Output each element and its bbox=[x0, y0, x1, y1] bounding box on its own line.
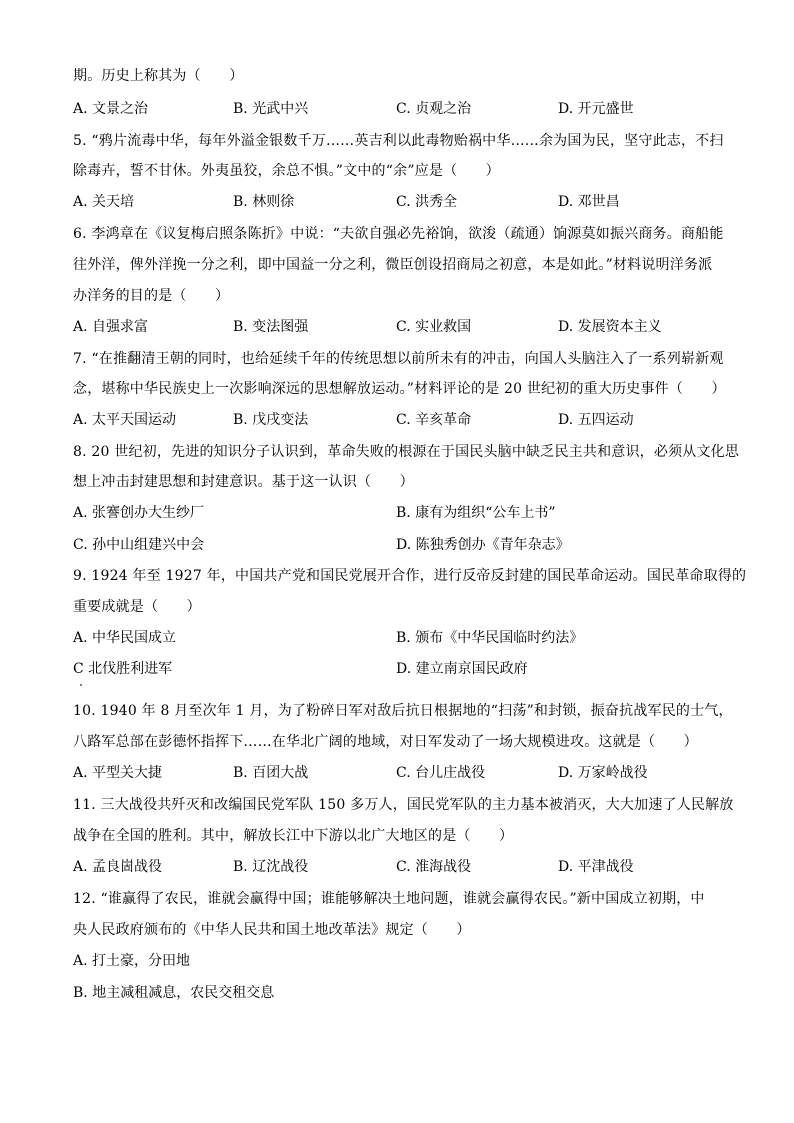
answer-option: B. 戊戌变法 bbox=[233, 412, 309, 428]
answer-option: A. 打土豪，分田地 bbox=[73, 953, 191, 969]
question-text-line: 往外洋，俾外洋挽一分之利，即中国益一分之利，微臣创设招商局之初意，本是如此。”材料说明洋务派 bbox=[73, 257, 713, 273]
question-text-line: 期。历史上称其为（ ） bbox=[73, 68, 244, 84]
question-text-line: 除毒卉，誓不甘休。外夷虽狡，余总不惧。”文中的“余”应是（ ） bbox=[73, 163, 500, 179]
answer-option: C. 实业救国 bbox=[396, 319, 472, 335]
answer-option: A. 自强求富 bbox=[73, 319, 149, 335]
answer-option: A. 关天培 bbox=[73, 194, 135, 210]
answer-option: C. 淮海战役 bbox=[396, 859, 472, 875]
question-text-line: 5. “鸦片流毒中华，每年外溢金银数千万……英吉利以此毒物贻祸中华……余为国为民，坚守此志，不扫 bbox=[73, 133, 724, 149]
answer-option: D. 万家岭战役 bbox=[558, 765, 648, 781]
answer-option: C. 孙中山组建兴中会 bbox=[73, 537, 205, 553]
answer-option: C. 贞观之治 bbox=[396, 101, 472, 117]
question-text-line: 念，堪称中华民族史上一次影响深远的思想解放运动。”材料评论的是 20 世纪初的重大历史事件（ ） bbox=[73, 381, 726, 397]
question-text-line: 重要成就是（ ） bbox=[73, 599, 201, 615]
answer-option: B. 林则徐 bbox=[233, 194, 295, 210]
answer-option: B. 康有为组织“公车上书” bbox=[396, 505, 556, 521]
answer-option: B. 颁布《中华民国临时约法》 bbox=[396, 630, 584, 646]
question-text-line: 想上冲击封建思想和封建意识。基于这一认识（ ） bbox=[73, 474, 414, 490]
answer-option: C. 台儿庄战役 bbox=[396, 765, 486, 781]
question-text-line: 9. 1924 年至 1927 年，中国共产党和国民党展开合作，进行反帝反封建的国民革命运动。国民革命取得的 bbox=[73, 568, 747, 584]
answer-option: D. 建立南京国民政府 bbox=[396, 661, 528, 677]
answer-option: B. 百团大战 bbox=[233, 765, 309, 781]
question-text-line: 10. 1940 年 8 月至次年 1 月，为了粉碎日军对敌后抗日根据地的“扫荡”和封锁，振奋抗战军民的士气， bbox=[73, 703, 733, 719]
answer-option: A. 平型关大捷 bbox=[73, 765, 163, 781]
question-text-line: 6. 李鸿章在《议复梅启照条陈折》中说：“夫欲自强必先裕饷，欲浚（疏通）饷源莫如振兴商务。商船能 bbox=[73, 226, 724, 242]
answer-option: A. 孟良崮战役 bbox=[73, 859, 163, 875]
answer-option: A. 太平天国运动 bbox=[73, 412, 177, 428]
stray-mark bbox=[80, 684, 82, 686]
answer-option: B. 光武中兴 bbox=[233, 101, 309, 117]
answer-option: D. 陈独秀创办《青年杂志》 bbox=[396, 537, 570, 553]
answer-option: D. 平津战役 bbox=[558, 859, 634, 875]
answer-option: D. 邓世昌 bbox=[558, 194, 620, 210]
answer-option: D. 开元盛世 bbox=[558, 101, 634, 117]
answer-option: A. 文景之治 bbox=[73, 101, 149, 117]
answer-option: A. 张謇创办大生纱厂 bbox=[73, 505, 205, 521]
question-text-line: 12. “谁赢得了农民，谁就会赢得中国；谁能够解决土地问题，谁就会赢得农民。”新中国成立初期，中 bbox=[73, 891, 705, 907]
question-text-line: 8. 20 世纪初，先进的知识分子认识到，革命失败的根源在于国民头脑中缺乏民主共和意识，必须从文化思 bbox=[73, 444, 740, 460]
question-text-line: 战争在全国的胜利。其中，解放长江中下游以北广大地区的是（ ） bbox=[73, 828, 514, 844]
answer-option: C. 洪秀全 bbox=[396, 194, 458, 210]
answer-option: C 北伐胜利进军 bbox=[73, 661, 173, 677]
question-text-line: 八路军总部在彭德怀指挥下……在华北广阔的地域，对日军发动了一场大规模进攻。这就是（ ） bbox=[73, 734, 698, 750]
answer-option: B. 地主减租减息，农民交租交息 bbox=[73, 985, 275, 1001]
answer-option: D. 五四运动 bbox=[558, 412, 634, 428]
answer-option: B. 辽沈战役 bbox=[233, 859, 309, 875]
answer-option: A. 中华民国成立 bbox=[73, 630, 177, 646]
answer-option: B. 变法图强 bbox=[233, 319, 309, 335]
question-text-line: 11. 三大战役共歼灭和改编国民党军队 150 多万人，国民党军队的主力基本被消灭，大大加速了人民解放 bbox=[73, 797, 734, 813]
question-text-line: 央人民政府颁布的《中华人民共和国土地改革法》规定（ ） bbox=[73, 922, 471, 938]
answer-option: C. 辛亥革命 bbox=[396, 412, 472, 428]
question-text-line: 7. “在推翻清王朝的同时，也给延续千年的传统思想以前所未有的冲击，向国人头脑注入了一系列崭新观 bbox=[73, 351, 724, 367]
answer-option: D. 发展资本主义 bbox=[558, 319, 662, 335]
question-text-line: 办洋务的目的是（ ） bbox=[73, 288, 230, 304]
